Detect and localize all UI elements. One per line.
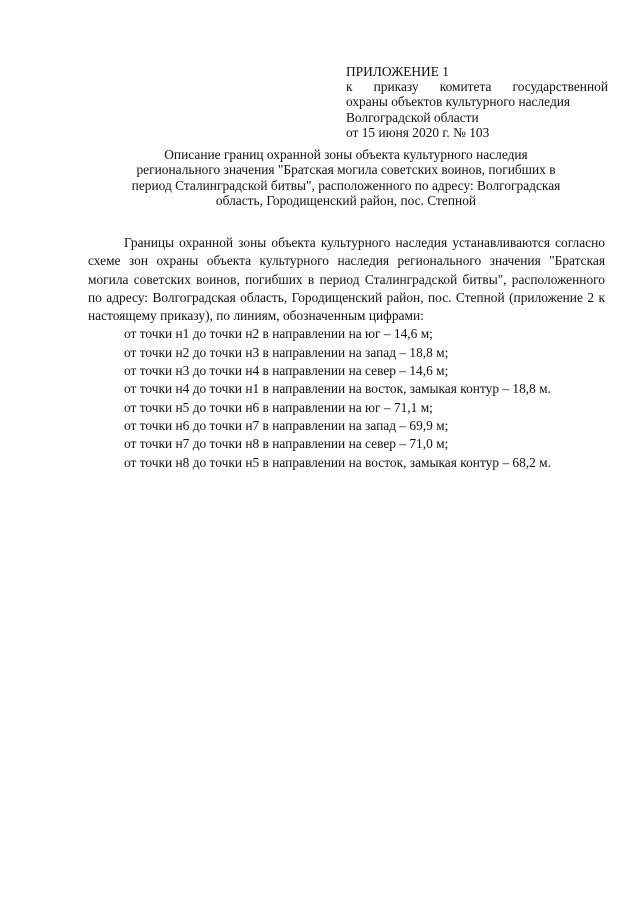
boundary-item: от точки н4 до точки н1 в направлении на восток, замыкая контур – 18,8 м.: [124, 381, 552, 397]
intro-paragraph: Границы охранной зоны объекта культурного наследия устанавливаются согласно схеме зон охраны объекта культурного наследия регионального значения "Братская могила советских воинов, погибших в период Сталинградской битвы", расположенного по адресу: Волгоградская область, Городищенский район, пос. Степной (приложение 2 к настоящему приказу), по линиям, обозначенным цифрами:: [88, 235, 605, 324]
appendix-region: Волгоградской области: [346, 109, 479, 125]
title-line-3: период Сталинградской битвы", расположенного по адресу: Волгоградская: [131, 177, 561, 193]
boundary-item: от точки н3 до точки н4 в направлении на север – 14,6 м;: [124, 363, 449, 379]
appendix-header: [346, 64, 608, 140]
boundary-item: от точки н2 до точки н3 в направлении на запад – 18,8 м;: [124, 344, 449, 360]
appendix-order-ref: к приказу комитета государственной: [346, 79, 608, 95]
document-title: [96, 147, 596, 209]
boundary-item: от точки н7 до точки н8 в направлении на север – 71,0 м;: [124, 436, 449, 452]
boundary-item: от точки н1 до точки н2 в направлении на юг – 14,6 м;: [124, 326, 433, 342]
boundary-item: от точки н8 до точки н5 в направлении на восток, замыкая контур – 68,2 м.: [124, 454, 552, 470]
boundary-item: от точки н6 до точки н7 в направлении на запад – 69,9 м;: [124, 417, 449, 433]
appendix-committee: охраны объектов культурного наследия: [346, 94, 571, 110]
boundary-list: [88, 325, 605, 471]
title-line-2: регионального значения "Братская могила советских воинов, погибших в: [136, 162, 556, 178]
appendix-date: от 15 июня 2020 г. № 103: [346, 124, 490, 140]
boundary-item: от точки н5 до точки н6 в направлении на юг – 71,1 м;: [124, 399, 433, 415]
title-line-1: Описание границ охранной зоны объекта культурного наследия: [164, 147, 528, 162]
title-line-4: область, Городищенский район, пос. Степной: [215, 193, 477, 209]
document-body: [88, 234, 605, 472]
appendix-title: ПРИЛОЖЕНИЕ 1: [346, 64, 449, 79]
